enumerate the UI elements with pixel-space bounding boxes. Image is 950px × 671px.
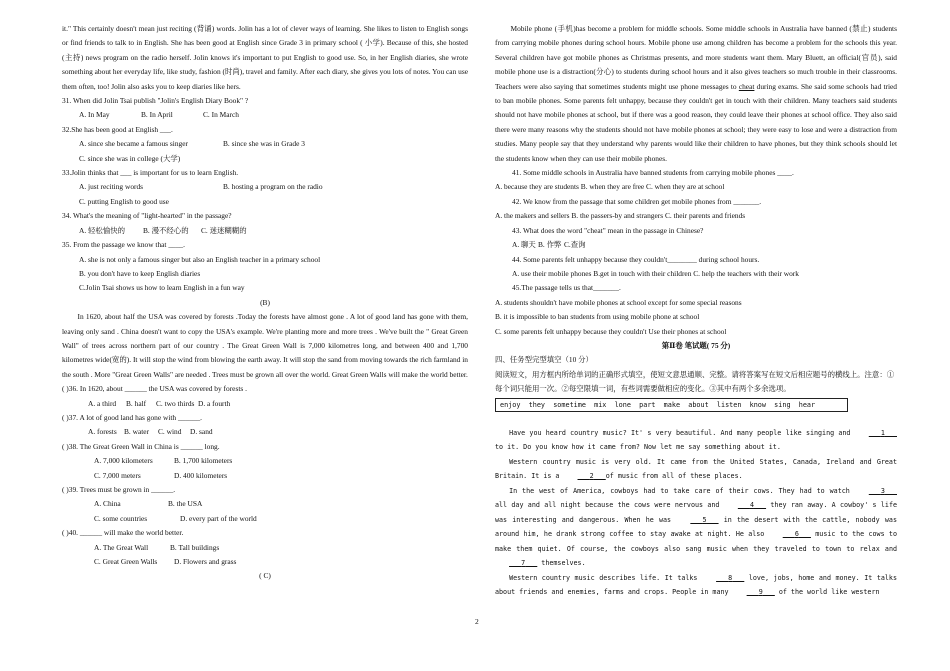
option-d: D. a fourth: [198, 398, 231, 408]
option-c: C. 迷迷糊糊的: [201, 225, 247, 235]
option-b: B. 1,700 kilometers: [174, 456, 233, 466]
question-45-option-a: A. students shouldn't have mobile phones at school except for some special reasons: [495, 297, 742, 307]
blank-5[interactable]: 5: [702, 515, 707, 524]
task-four-heading: 四、任务型完型填空（10 分）: [495, 355, 593, 365]
option-c: C. wind: [158, 427, 182, 437]
question-43-options: [495, 238, 897, 252]
section-b-heading: (B): [260, 297, 270, 307]
question-40: [62, 526, 468, 569]
blank-7[interactable]: 7: [521, 559, 526, 568]
question-stem: 31. When did Jolin Tsai publish "Jolin's English Diary Book" ?: [62, 96, 249, 106]
answer-options: [62, 454, 468, 468]
question-45-option-b: B. it is impossible to ban students from using mobile phone at school: [495, 312, 700, 322]
option-c: C.Jolin Tsai shows us how to learn English in a fun way: [79, 283, 245, 293]
question-38: [62, 440, 468, 483]
option-c: C. Great Green Walls: [94, 557, 158, 567]
blank-1[interactable]: 1: [880, 428, 885, 437]
question-37: [62, 411, 468, 440]
cloze-paragraph: Western country music describes life. It talks 8 love, jobs, home and money. It talks about friends and enemies, farms and crops. People in many 9 of the world like western: [495, 571, 897, 600]
answer-options: [62, 137, 468, 151]
cloze-passage: [495, 426, 897, 600]
question-stem: 33.Jolin thinks that ___ is important for us to learn English.: [62, 168, 239, 178]
option-c: C. some countries: [94, 513, 148, 523]
blank-6[interactable]: 6: [794, 530, 799, 539]
question-44-options: A. use their mobile phones B.get in touch with their children C. help the teachers with their work: [512, 268, 799, 278]
blank-9[interactable]: 9: [758, 588, 763, 597]
answer-options: [62, 512, 468, 526]
option-a: A. 轻松愉快的: [79, 225, 125, 235]
question-stem: ( )40. ______ will make the world better.: [62, 528, 184, 538]
question-stem: ( )39. Trees must be grown in ______.: [62, 485, 176, 494]
question-32: [62, 123, 468, 166]
question-stem: 41. Some middle schools in Australia have banned students from carrying mobile phones ____.: [512, 168, 794, 178]
part-two-heading: 第Ⅱ卷 笔试题( 75 分): [661, 340, 731, 350]
answer-options: [62, 555, 468, 569]
answer-options: [62, 180, 468, 194]
answer-options: [62, 425, 468, 439]
option-b: B. you don't have to keep English diaries: [79, 268, 201, 278]
question-41-options: A. because they are students B. when they are free C. when they are at school: [495, 182, 725, 192]
answer-options: [62, 397, 468, 411]
option-b: B. Tall buildings: [170, 542, 220, 552]
option-a: A. China: [94, 499, 121, 509]
question-45: 45.The passage tells us that_______.: [512, 283, 621, 293]
passage-b: In 1620, about half the USA was covered by forests .Today the forests have almost gone . A lot of good land has gone with them, leaving only sand . China doesn't want to copy the USA's example. We're planting more and more trees . We've built the " Great Green Wall" of trees across northern part of our country . The Great Green Wall is 7,000 kilometres long, and between 400 and 1,700 kilometres wide(宽的). It will stop the wind from blowing the earth away. It will stop the sand from moving towards the rich farmland in the south . More "Great Green Walls" are needed . Trees must be grown all over the world. Great Green Walls will make the world better.: [62, 312, 468, 379]
right-column: [495, 22, 897, 600]
question-stem: 32.She has been good at English ___.: [62, 124, 173, 134]
question-45-option-c: C. some parents felt unhappy because they couldn't Use their phones at school: [495, 326, 727, 336]
option-a: A. just reciting words: [79, 182, 144, 192]
question-33: [62, 166, 468, 209]
question-stem: ( )38. The Great Green Wall in China is ______ long.: [62, 441, 220, 451]
question-31: [62, 94, 468, 123]
question-42-options: A. the makers and sellers B. the passers-by and strangers C. their parents and friends: [495, 211, 746, 221]
option-a: A. forests: [88, 427, 117, 437]
question-stem: ( )36. In 1620, about ______ the USA was covered by forests .: [62, 384, 247, 394]
option-b: B. half: [126, 398, 147, 408]
left-column: [62, 22, 468, 584]
option-c: C. putting English to good use: [79, 196, 169, 206]
task-instructions: 阅读短文，用方框内所给单词的正确形式填空，使短文意思通顺、完整。请将答案写在短文后相应题号的横线上。注意：①每个词只能用一次。②每空限填一词，有些词需要做相应的变化。③其中有两个多余选项。: [495, 369, 895, 394]
blank-3[interactable]: 3: [880, 486, 885, 495]
answer-options: [62, 108, 468, 122]
answer-options: [62, 541, 468, 555]
question-36: [62, 382, 468, 411]
cloze-paragraph: Have you heard country music? It' s very beautiful. And many people like singing and 1 to it. Do you know how it came from? Now let me say something about it.: [495, 426, 897, 455]
option-b: B. In April: [141, 110, 173, 120]
option-a: A. a third: [88, 398, 117, 408]
option-a: A. 聊天: [512, 240, 536, 250]
option-a: A. since she became a famous singer: [79, 139, 188, 149]
option-d: D. every part of the world: [180, 513, 257, 523]
option-a: A. In May: [79, 110, 110, 120]
blank-2[interactable]: 2: [589, 472, 594, 481]
question-43: 43. What does the word "cheat" mean in the passage in Chinese?: [512, 225, 704, 235]
answer-options: [62, 497, 468, 511]
option-b: B. 作弊: [538, 240, 562, 250]
blank-8[interactable]: 8: [728, 573, 733, 582]
option-c: C.查询: [564, 240, 586, 250]
option-b: B. hosting a program on the radio: [223, 182, 323, 192]
option-c: C. In March: [203, 110, 239, 120]
question-stem: 34. What's the meaning of "light-hearted" in the passage?: [62, 211, 232, 221]
option-b: B. water: [124, 427, 150, 437]
blank-4[interactable]: 4: [749, 501, 754, 510]
option-c: C. two thirds: [156, 398, 195, 408]
cloze-paragraph: In the west of America, cowboys had to take care of their cows. They had to watch 3 all day and all night because the cows were nervous and 4 they ran away. A cowboy' s life was interesting and dangerous. When he was 5 in the desert with the cattle, nobody was around him, he drank strong coffee to stay awake at night. He also 6 music to the cows to make them quiet. Of course, the cowboys also sang music when they traveled to town to relax and 7 themselves.: [495, 484, 897, 571]
question-34: [62, 209, 468, 238]
option-c: C. 7,000 meters: [94, 470, 141, 480]
option-a: A. 7,000 kilometers: [94, 456, 153, 466]
answer-options: [62, 224, 468, 238]
question-39: [62, 483, 468, 526]
option-d: D. Flowers and grass: [174, 557, 237, 567]
passage-a-ending: it." This certainly doesn't mean just reciting (背诵) words. Jolin has a lot of clever ways of learning. She likes to listen to English songs or find friends to talk to in English. She has been good at English since Grade 3 in primary school ( 小学). Because of this, she hosted (主持) news program on the radio herself. Jolin knows it's important to put English to good use. So, in her English diaries, she wrote something about her everyday life, like study, fashion (时尚), travel and family. After each diary, she gives you lots of notes. You can use them often, too! Jolin also asks you to keep diaries like hers.: [62, 24, 468, 91]
option-c: C. since she was in college (大学): [79, 153, 181, 163]
option-a: A. The Great Wall: [94, 542, 149, 552]
option-b: B. the USA: [168, 499, 203, 509]
option-d: D. sand: [190, 427, 213, 437]
question-stem: 35. From the passage we know that ____.: [62, 240, 185, 250]
cloze-paragraph: Western country music is very old. It came from the United States, Canada, Ireland and Great Britain. It is a 2 of music from all of these places.: [495, 455, 897, 484]
passage-c: Mobile phone (手机)has become a problem for middle schools. Some middle schools in Australia have banned (禁止) students from carrying mobile phones during school hours. Mobile phone use among children has become a problem for the schools this year. Several children have got mobile phones as Christmas presents, and more students want them. Mary Bluett, an official(官员), said mobile phone use is a distraction(分心) to students during school hours and it also gives teachers so much trouble in their classrooms. Teachers were also saying that sometimes students might use phone messages to cheat during exams. She said some schools had tried to ban mobile phones. Some parents felt unhappy, because they couldn't get in touch with their children. Many teachers said students should not have mobile phones at school, but if there was a good reason, they could leave their phones at school office. They also said there were many reasons why the students should not have mobile phones at school; they were easy to lose and were a distraction from studies. Many people say that they understand why parents would like their children to have phones, but they think schools should let the students know when they can use their mobile phones.: [495, 24, 897, 163]
question-42: 42. We know from the passage that some children get mobile phones from _______.: [512, 196, 762, 206]
option-d: D. 400 kilometers: [174, 470, 228, 480]
question-stem: ( )37. A lot of good land has gone with ______.: [62, 412, 202, 422]
option-b: B. since she was in Grade 3: [223, 139, 305, 149]
underlined-word: cheat: [738, 81, 755, 91]
section-c-heading: ( C): [259, 571, 271, 581]
question-41: [495, 166, 897, 180]
answer-options: [62, 469, 468, 483]
option-b: B. 漫不经心的: [143, 225, 189, 235]
question-35: [62, 238, 468, 296]
question-44: 44. Some parents felt unhappy because they couldn't________ during school hours.: [512, 254, 760, 264]
page-number: 2: [475, 617, 479, 626]
word-bank-box: enjoy they sometime mix lone part make about listen know sing hear: [495, 398, 848, 412]
option-a: A. she is not only a famous singer but also an English teacher in a primary school: [79, 254, 321, 264]
